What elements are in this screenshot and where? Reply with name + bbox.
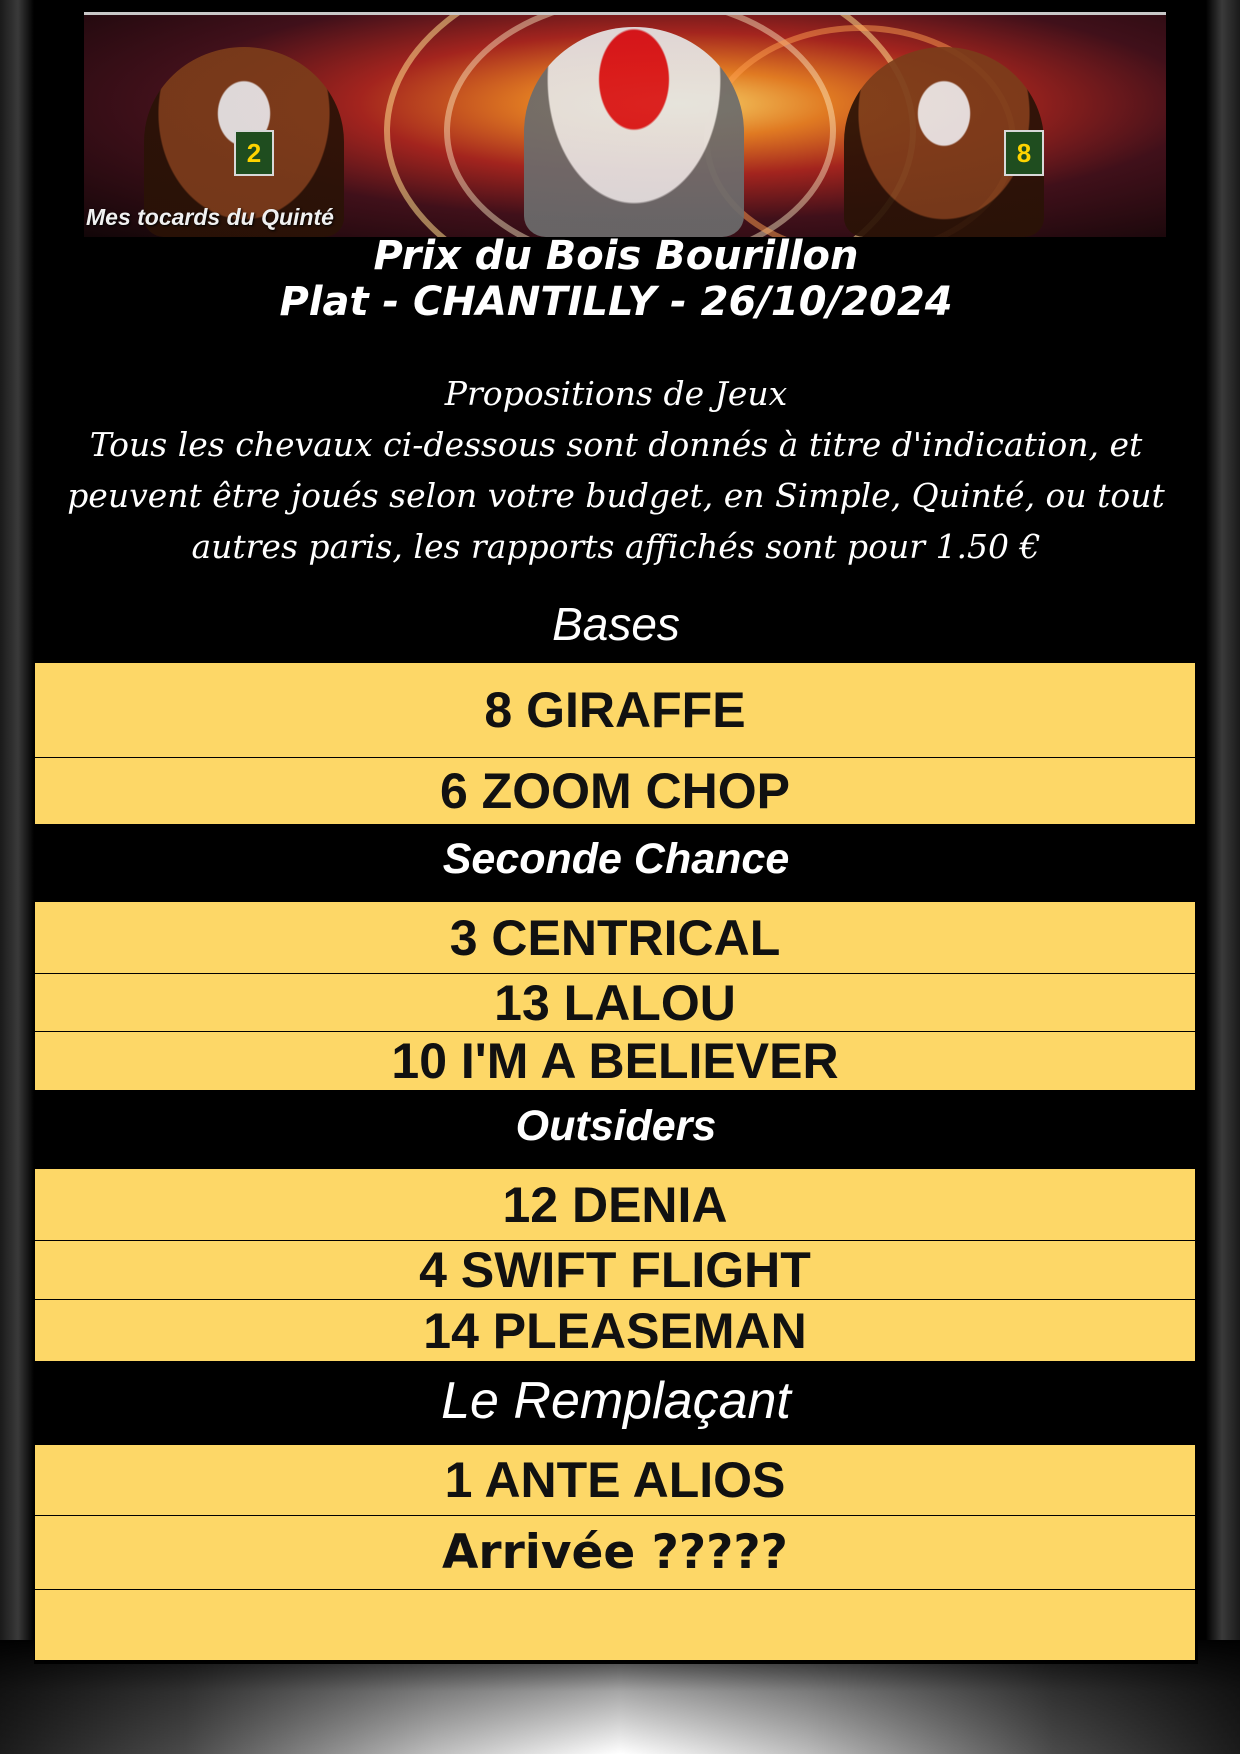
section-title-bases: Bases (552, 598, 680, 650)
jockey-center-image (524, 27, 744, 237)
banner-caption: Mes tocards du Quinté (86, 204, 334, 230)
banner-image (84, 12, 1166, 237)
horse-row: 1 ANTE ALIOS (34, 1444, 1196, 1516)
intro-heading: Propositions de Jeux (444, 374, 788, 413)
horse-row: 8 GIRAFFE (34, 662, 1196, 758)
horse-row: 6 ZOOM CHOP (34, 757, 1196, 825)
section-title-outsiders: Outsiders (515, 1102, 717, 1150)
saddle-number-2: 2 (234, 130, 274, 176)
arrival-result-row (34, 1589, 1196, 1661)
race-info: Plat - CHANTILLY - 26/10/2024 (279, 279, 953, 325)
horse-row: 3 CENTRICAL (34, 901, 1196, 974)
horse-row: 14 PLEASEMAN (34, 1299, 1196, 1362)
horse-row: 4 SWIFT FLIGHT (34, 1240, 1196, 1300)
section-title-seconde-chance: Seconde Chance (442, 835, 790, 883)
arrival-label: Arrivée ????? (34, 1515, 1196, 1590)
intro-block (38, 368, 1194, 572)
section-title-remplacant: Le Remplaçant (441, 1372, 791, 1430)
saddle-number-8: 8 (1004, 130, 1044, 176)
race-name: Prix du Bois Bourillon (373, 233, 859, 279)
horse-row: 10 I'M A BELIEVER (34, 1031, 1196, 1091)
intro-text: Tous les chevaux ci-dessous sont donnés à titre d'indication, et peuvent être joués selon votre budget, en Simple, Quinté, ou tout autres paris, les rapports affichés sont pour 1.50 € (67, 425, 1165, 566)
horse-row: 12 DENIA (34, 1168, 1196, 1241)
horse-row: 13 LALOU (34, 973, 1196, 1032)
flyer-page (34, 0, 1198, 1664)
